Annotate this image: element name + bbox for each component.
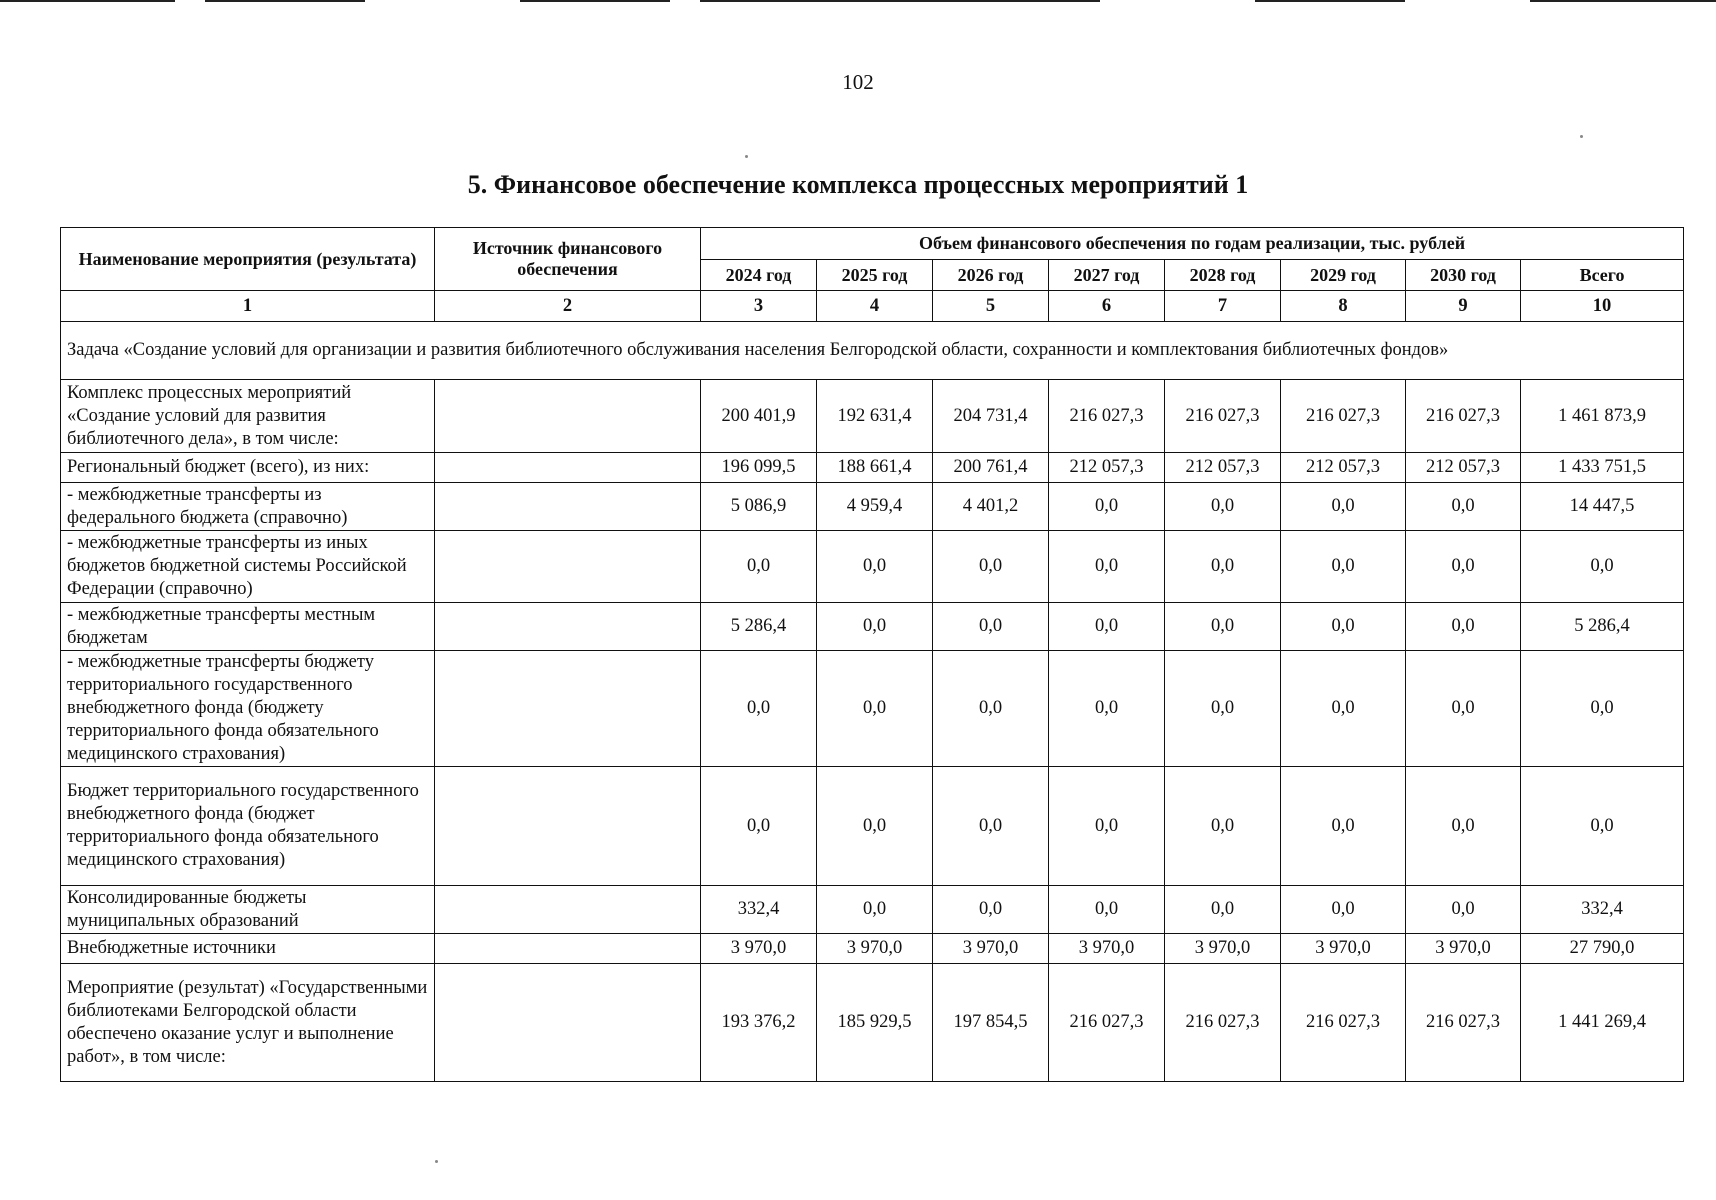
row-value: 3 970,0 xyxy=(1049,934,1165,964)
table-row xyxy=(61,886,1684,934)
table-row xyxy=(61,453,1684,483)
column-number: 3 xyxy=(701,291,817,322)
column-number: 6 xyxy=(1049,291,1165,322)
row-value: 3 970,0 xyxy=(1165,934,1281,964)
row-value: 0,0 xyxy=(1281,531,1406,603)
row-value: 0,0 xyxy=(1049,767,1165,886)
financing-table xyxy=(60,227,1684,1082)
row-value: 0,0 xyxy=(817,767,933,886)
page-title: 5. Финансовое обеспечение комплекса процессных мероприятий 1 xyxy=(467,170,1249,199)
header-year: 2024 год xyxy=(701,260,817,291)
row-value: 0,0 xyxy=(817,603,933,651)
row-value: 0,0 xyxy=(1281,651,1406,767)
row-value: 216 027,3 xyxy=(1049,964,1165,1082)
row-total: 14 447,5 xyxy=(1521,483,1684,531)
row-value: 192 631,4 xyxy=(817,380,933,453)
column-number: 1 xyxy=(61,291,435,322)
row-value: 212 057,3 xyxy=(1165,453,1281,483)
row-value: 0,0 xyxy=(933,531,1049,603)
row-source xyxy=(435,483,701,531)
row-value: 3 970,0 xyxy=(701,934,817,964)
page-number: 102 xyxy=(842,70,874,94)
row-total: 1 441 269,4 xyxy=(1521,964,1684,1082)
column-number: 5 xyxy=(933,291,1049,322)
header-year: 2027 год xyxy=(1049,260,1165,291)
row-value: 0,0 xyxy=(933,767,1049,886)
row-name: Внебюджетные источники xyxy=(61,934,435,964)
row-value: 0,0 xyxy=(1049,483,1165,531)
table-row xyxy=(61,380,1684,453)
row-value: 0,0 xyxy=(1281,767,1406,886)
row-value: 185 929,5 xyxy=(817,964,933,1082)
column-number: 4 xyxy=(817,291,933,322)
row-total: 1 461 873,9 xyxy=(1521,380,1684,453)
row-value: 0,0 xyxy=(817,651,933,767)
scan-edge-line xyxy=(0,0,175,2)
row-value: 216 027,3 xyxy=(1281,380,1406,453)
row-value: 5 286,4 xyxy=(701,603,817,651)
table-row xyxy=(61,651,1684,767)
row-value: 216 027,3 xyxy=(1406,380,1521,453)
row-value: 216 027,3 xyxy=(1165,964,1281,1082)
row-value: 0,0 xyxy=(1406,531,1521,603)
row-name: Региональный бюджет (всего), из них: xyxy=(61,453,435,483)
row-source xyxy=(435,964,701,1082)
row-value: 3 970,0 xyxy=(1281,934,1406,964)
scan-speck xyxy=(1580,135,1583,138)
row-name: Консолидированные бюджеты муниципальных образований xyxy=(61,886,435,934)
scan-edge-line xyxy=(700,0,1100,2)
row-value: 212 057,3 xyxy=(1281,453,1406,483)
scan-speck xyxy=(435,1160,438,1163)
column-number: 7 xyxy=(1165,291,1281,322)
row-value: 204 731,4 xyxy=(933,380,1049,453)
row-value: 0,0 xyxy=(1165,483,1281,531)
scan-edge-line xyxy=(1255,0,1405,2)
task-text: Задача «Создание условий для организации и развития библиотечного обслуживания населения Белгородской области, сохранности и комплектования библиотечных фондов» xyxy=(61,322,1684,380)
row-value: 0,0 xyxy=(1406,483,1521,531)
row-value: 5 086,9 xyxy=(701,483,817,531)
row-total: 0,0 xyxy=(1521,531,1684,603)
header-year: 2029 год xyxy=(1281,260,1406,291)
row-value: 0,0 xyxy=(1281,886,1406,934)
row-value: 200 401,9 xyxy=(701,380,817,453)
header-year: 2028 год xyxy=(1165,260,1281,291)
header-year: 2025 год xyxy=(817,260,933,291)
header-source: Источник финансового обеспечения xyxy=(435,228,701,291)
row-total: 332,4 xyxy=(1521,886,1684,934)
header-name: Наименование мероприятия (результата) xyxy=(61,228,435,291)
row-value: 0,0 xyxy=(701,531,817,603)
row-value: 0,0 xyxy=(1049,651,1165,767)
header-year: 2026 год xyxy=(933,260,1049,291)
row-value: 0,0 xyxy=(933,603,1049,651)
row-value: 0,0 xyxy=(1049,603,1165,651)
row-value: 3 970,0 xyxy=(1406,934,1521,964)
row-value: 0,0 xyxy=(1406,767,1521,886)
row-value: 3 970,0 xyxy=(817,934,933,964)
row-value: 0,0 xyxy=(817,886,933,934)
scan-speck xyxy=(745,155,748,158)
row-source xyxy=(435,603,701,651)
row-value: 216 027,3 xyxy=(1049,380,1165,453)
row-value: 212 057,3 xyxy=(1049,453,1165,483)
row-source xyxy=(435,767,701,886)
table-row xyxy=(61,603,1684,651)
row-total: 27 790,0 xyxy=(1521,934,1684,964)
row-value: 0,0 xyxy=(701,767,817,886)
row-value: 0,0 xyxy=(1049,531,1165,603)
task-row xyxy=(61,322,1684,380)
row-value: 0,0 xyxy=(933,651,1049,767)
row-value: 216 027,3 xyxy=(1406,964,1521,1082)
header-year: 2030 год xyxy=(1406,260,1521,291)
row-source xyxy=(435,651,701,767)
row-name: - межбюджетные трансферты бюджету территориального государственного внебюджетного фонда (бюджету территориального фонда обязательного медицинского страхования) xyxy=(61,651,435,767)
table-row xyxy=(61,483,1684,531)
row-value: 0,0 xyxy=(1049,886,1165,934)
row-source xyxy=(435,380,701,453)
row-value: 0,0 xyxy=(1165,767,1281,886)
row-name: Мероприятие (результат) «Государственными библиотеками Белгородской области обеспечено оказание услуг и выполнение работ», в том числе: xyxy=(61,964,435,1082)
row-source xyxy=(435,886,701,934)
row-value: 216 027,3 xyxy=(1281,964,1406,1082)
row-name: - межбюджетные трансферты местным бюджетам xyxy=(61,603,435,651)
row-name: - межбюджетные трансферты из иных бюджетов бюджетной системы Российской Федерации (справочно) xyxy=(61,531,435,603)
row-value: 3 970,0 xyxy=(933,934,1049,964)
row-source xyxy=(435,934,701,964)
row-total: 1 433 751,5 xyxy=(1521,453,1684,483)
table-row xyxy=(61,767,1684,886)
row-total: 0,0 xyxy=(1521,767,1684,886)
row-value: 0,0 xyxy=(1406,651,1521,767)
row-name: - межбюджетные трансферты из федерального бюджета (справочно) xyxy=(61,483,435,531)
row-total: 5 286,4 xyxy=(1521,603,1684,651)
column-number: 8 xyxy=(1281,291,1406,322)
row-source xyxy=(435,453,701,483)
row-value: 0,0 xyxy=(1406,886,1521,934)
column-number: 2 xyxy=(435,291,701,322)
row-value: 0,0 xyxy=(1165,886,1281,934)
row-value: 0,0 xyxy=(701,651,817,767)
header-year: Всего xyxy=(1521,260,1684,291)
header-volume: Объем финансового обеспечения по годам реализации, тыс. рублей xyxy=(701,228,1684,260)
row-value: 0,0 xyxy=(1165,603,1281,651)
table-row xyxy=(61,934,1684,964)
table-row xyxy=(61,531,1684,603)
row-value: 212 057,3 xyxy=(1406,453,1521,483)
row-total: 0,0 xyxy=(1521,651,1684,767)
row-value: 4 959,4 xyxy=(817,483,933,531)
table-row xyxy=(61,964,1684,1082)
row-value: 0,0 xyxy=(933,886,1049,934)
row-value: 0,0 xyxy=(1165,531,1281,603)
row-value: 200 761,4 xyxy=(933,453,1049,483)
column-number: 10 xyxy=(1521,291,1684,322)
row-value: 332,4 xyxy=(701,886,817,934)
row-value: 0,0 xyxy=(1281,603,1406,651)
row-name: Комплекс процессных мероприятий «Создание условий для развития библиотечного дела», в том числе: xyxy=(61,380,435,453)
column-number-row xyxy=(61,291,1684,322)
row-value: 0,0 xyxy=(817,531,933,603)
row-value: 0,0 xyxy=(1281,483,1406,531)
row-value: 0,0 xyxy=(1406,603,1521,651)
row-name: Бюджет территориального государственного внебюджетного фонда (бюджет территориального фонда обязательного медицинского страхования) xyxy=(61,767,435,886)
row-source xyxy=(435,531,701,603)
row-value: 216 027,3 xyxy=(1165,380,1281,453)
row-value: 197 854,5 xyxy=(933,964,1049,1082)
row-value: 4 401,2 xyxy=(933,483,1049,531)
row-value: 0,0 xyxy=(1165,651,1281,767)
row-value: 193 376,2 xyxy=(701,964,817,1082)
scan-edge-line xyxy=(520,0,670,2)
row-value: 188 661,4 xyxy=(817,453,933,483)
scan-edge-line xyxy=(205,0,365,2)
row-value: 196 099,5 xyxy=(701,453,817,483)
column-number: 9 xyxy=(1406,291,1521,322)
scan-edge-line xyxy=(1530,0,1716,2)
